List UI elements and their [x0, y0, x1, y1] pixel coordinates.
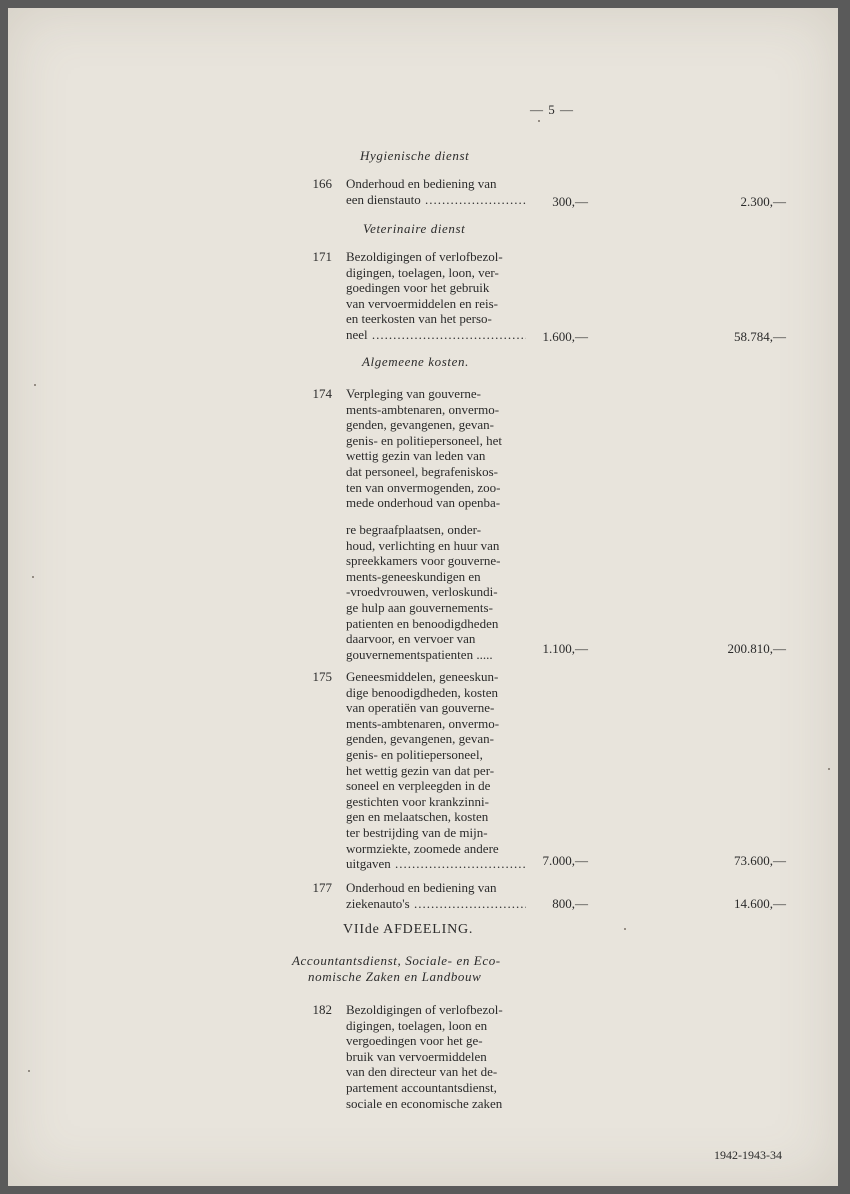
- item-number-174: 174: [312, 386, 332, 401]
- paper-speck: [624, 928, 626, 930]
- item-description-175: Geneesmiddelen, geneeskun- dige benoodigdheden, kosten van operatiën van gouverne- ments-ambtenaren, onvermo- genden, gevangenen, gevan- genis- en politiepersoneel, het wettig gezin van dat per- soneel en verpleegden in de gestichten voor krankzinni- gen en melaatschen, kosten ter bestrijding van de mijn- wormziekte, zoomede andere uitgaven .....: [346, 669, 526, 872]
- amount-2-175: 73.600,—: [734, 853, 786, 868]
- amount-2-166: 2.300,—: [740, 194, 786, 209]
- item-number-166: 166: [312, 176, 332, 191]
- item-description-171: Bezoldigingen of verlofbezol- digingen, toelagen, loon, ver- goedingen voor het gebruik van vervoermiddelen en reis- en teerkosten van het perso- neel .....: [346, 249, 526, 343]
- paper-speck: [538, 120, 540, 122]
- item-description-182: Bezoldigingen of verlofbezol- digingen, toelagen, loon en vergoedingen voor het ge- bruik van vervoermiddelen van den directeur van het de- partement accountantsdienst, sociale en economische zaken: [346, 1002, 503, 1111]
- document-reference: 1942-1943-34: [714, 1148, 782, 1162]
- item-description-166: Onderhoud en bediening van een dienstauto .....: [346, 176, 526, 207]
- amount-1-177: 800,—: [552, 896, 588, 911]
- amount-1-166: 300,—: [552, 194, 588, 209]
- amount-2-174: 200.810,—: [727, 641, 786, 656]
- amount-1-175: 7.000,—: [542, 853, 588, 868]
- page-number: — 5 —: [530, 102, 574, 117]
- section-heading-accountants-line1: Accountantsdienst, Sociale- en Eco-: [292, 953, 501, 968]
- item-number-171: 171: [312, 249, 332, 264]
- section-heading-algemeene: Algemeene kosten.: [362, 354, 469, 369]
- section-heading-veterinaire: Veterinaire dienst: [363, 221, 466, 236]
- section-heading-accountants-line2: nomische Zaken en Landbouw: [308, 969, 482, 984]
- item-description-174-continued: re begraafplaatsen, onder- houd, verlichting en huur van spreekkamers voor gouverne- ments-geneeskundigen en -vroedvrouwen, verloskundi- ge hulp aan gouvernements- patienten en benoodigdheden daarvoor, en vervoer van gouvernementspatienten .....: [346, 522, 501, 662]
- item-description-174: Verpleging van gouverne- ments-ambtenaren, onvermo- genden, gevangenen, gevan- genis- en politiepersoneel, het wettig gezin van leden van dat personeel, begrafeniskos- ten van onvermogenden, zoo- mede onderhoud van openba-: [346, 386, 502, 511]
- section-heading-hygienische: Hygienische dienst: [360, 148, 470, 163]
- paper-speck: [28, 1070, 30, 1072]
- item-description-177: Onderhoud en bediening van ziekenauto's .....: [346, 880, 526, 911]
- amount-2-177: 14.600,—: [734, 896, 786, 911]
- amount-2-171: 58.784,—: [734, 329, 786, 344]
- paper-speck: [34, 384, 36, 386]
- amount-1-174: 1.100,—: [542, 641, 588, 656]
- paper-speck: [32, 576, 34, 578]
- amount-1-171: 1.600,—: [542, 329, 588, 344]
- item-number-177: 177: [312, 880, 332, 895]
- section-title-afdeeling: VIIde AFDEELING.: [343, 922, 474, 937]
- document-page: [8, 8, 838, 1186]
- item-number-175: 175: [312, 669, 332, 684]
- paper-speck: [828, 768, 830, 770]
- item-number-182: 182: [312, 1002, 332, 1017]
